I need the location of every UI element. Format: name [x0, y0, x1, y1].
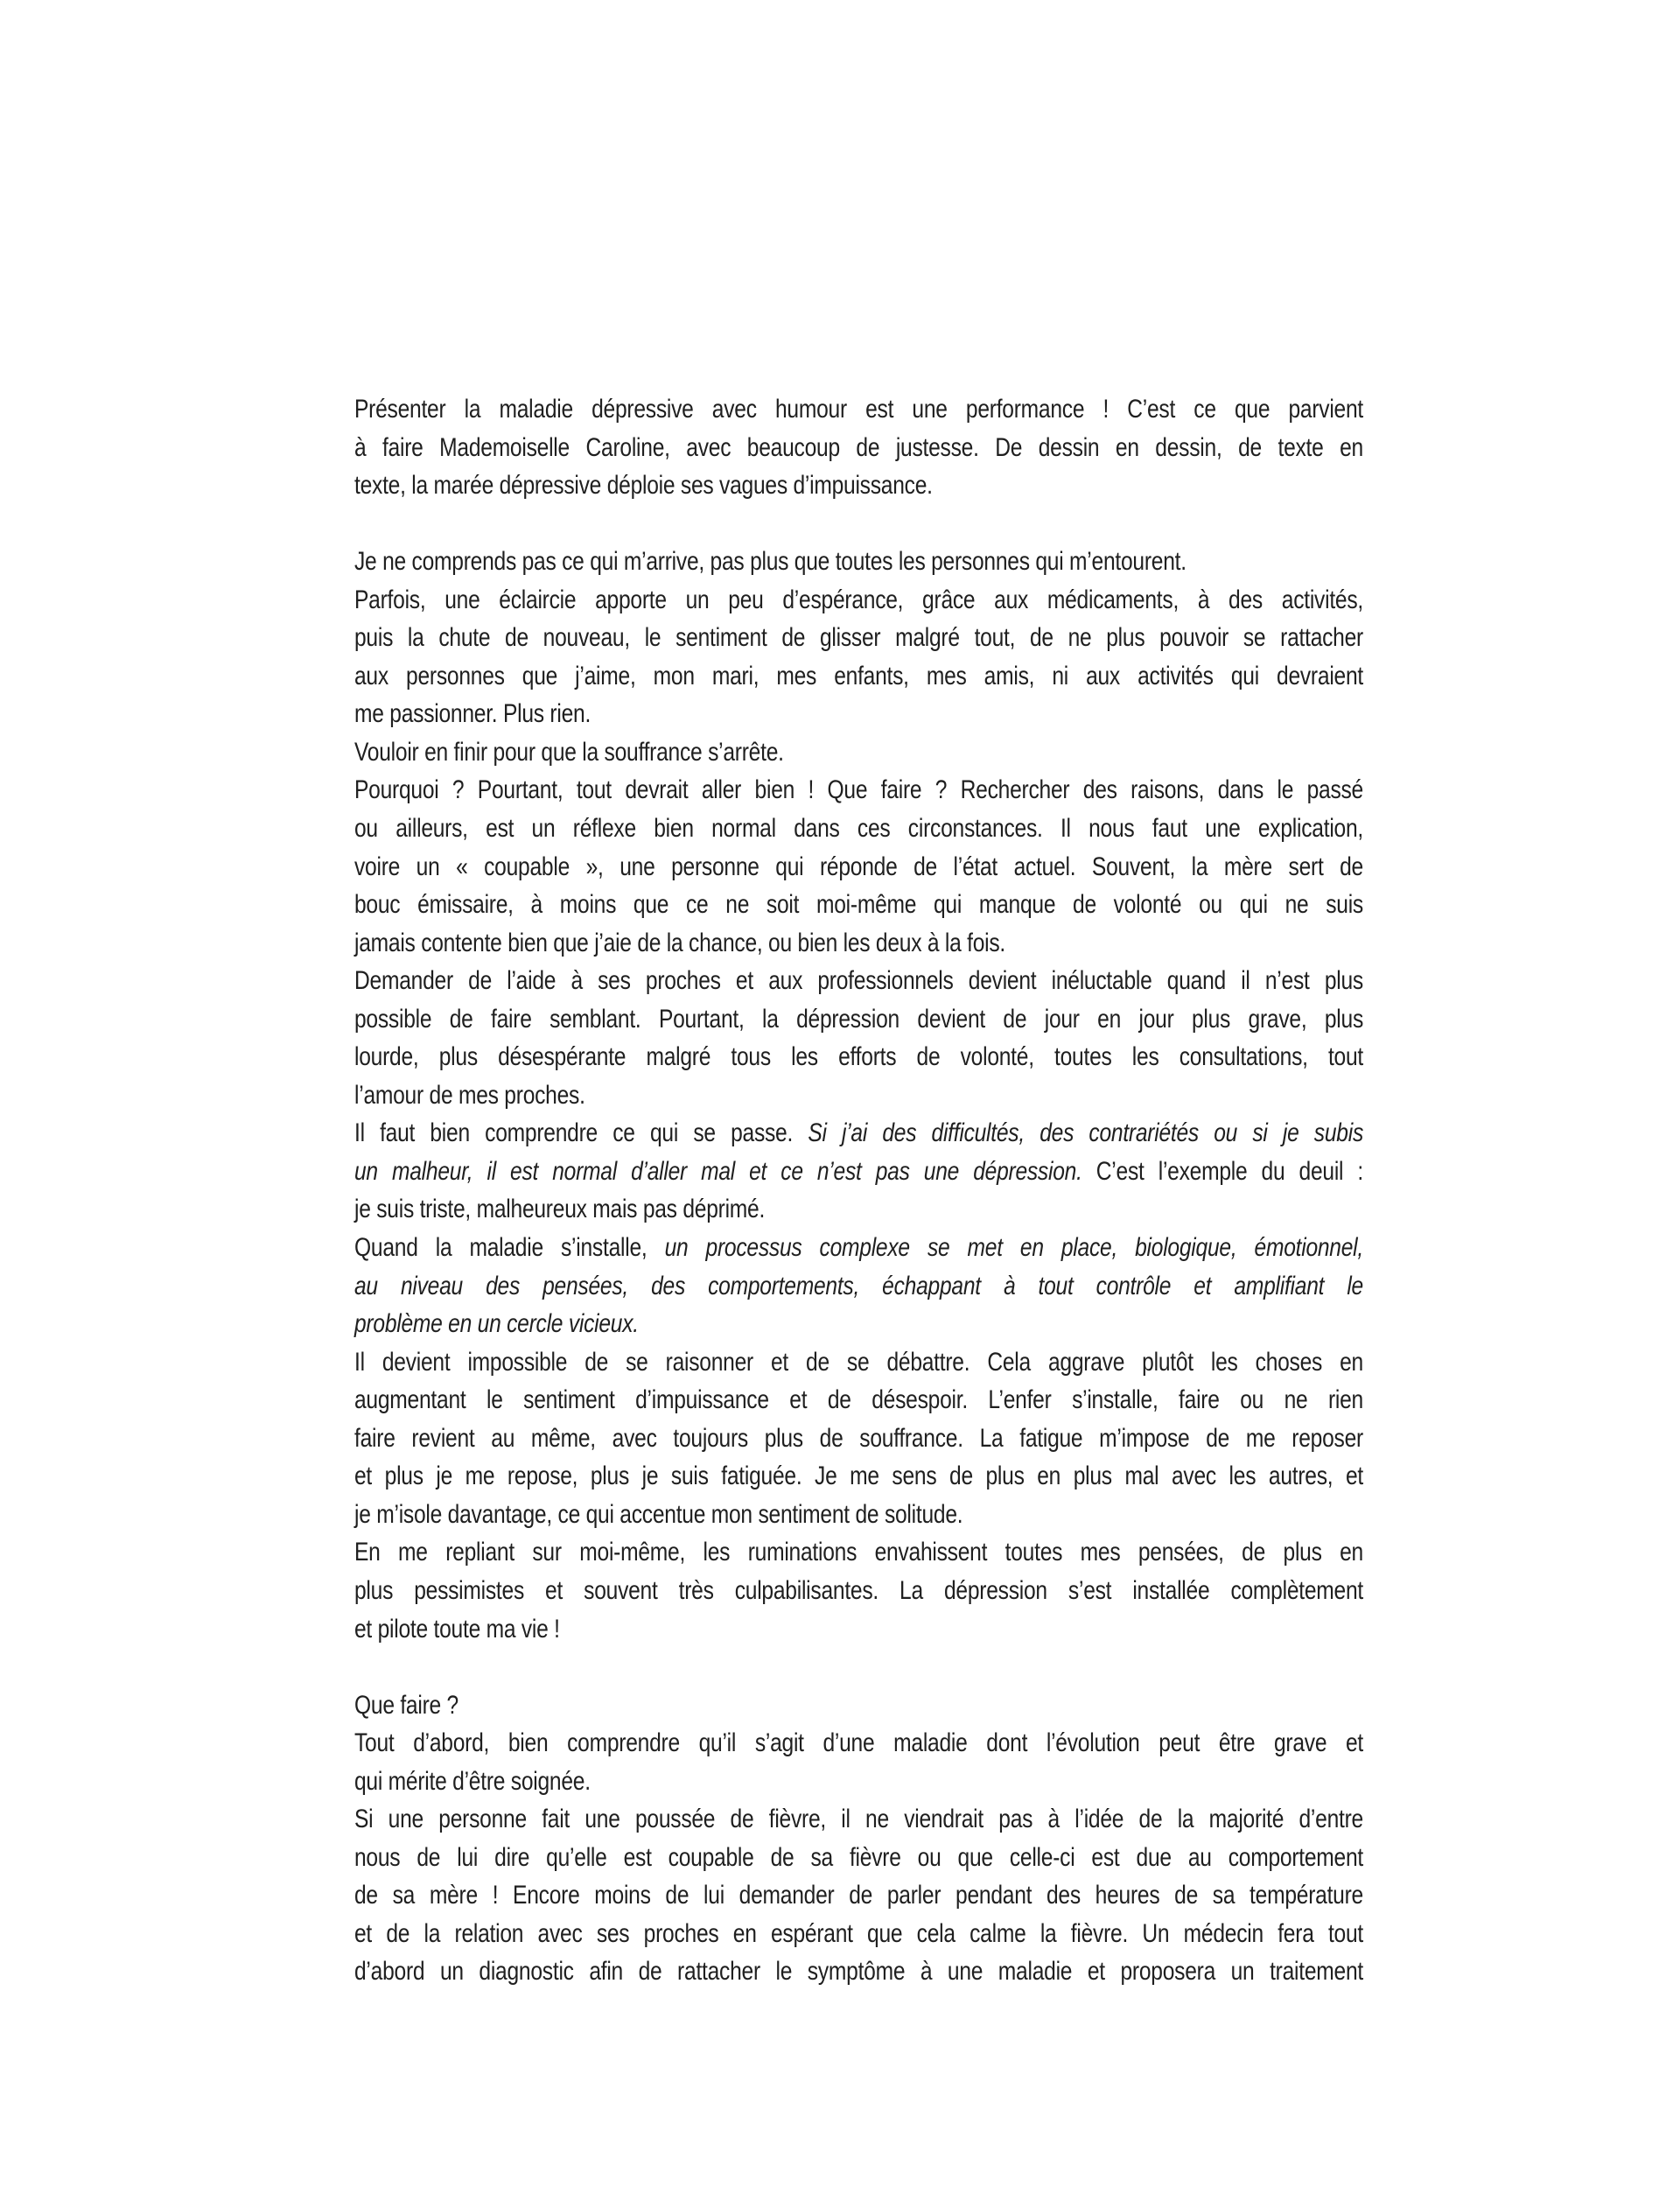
text-line-content: [354, 1915, 1363, 1953]
text-run: Que faire ?: [354, 1690, 459, 1720]
text-line: [354, 1114, 1363, 1153]
text-line: [354, 1800, 1363, 1839]
text-line-content: [354, 1381, 1363, 1419]
text-line: [354, 1496, 1363, 1534]
text-line: [354, 466, 1363, 505]
text-line-content: [354, 1076, 585, 1115]
text-line-content: [354, 886, 1363, 924]
text-line-content: [354, 1000, 1363, 1039]
text-line: [354, 1610, 1363, 1649]
text-run: Parfois, une éclaircie apporte un peu d’espérance, grâce aux médicaments, à des activités,: [354, 585, 1363, 614]
text-run: et plus je me repose, plus je suis fatiguée. Je me sens de plus en plus mal avec les autres, et: [354, 1461, 1363, 1491]
paragraph: [354, 1686, 1363, 1991]
text-run: Tout d’abord, bien comprendre qu’il s’agit d’une maladie dont l’évolution peut être grave et: [354, 1728, 1363, 1758]
text-line-content: [354, 1153, 1363, 1191]
text-run: jamais contente bien que j’aie de la chance, ou bien les deux à la fois.: [354, 928, 1006, 957]
text-run: et de la relation avec ses proches en espérant que cela calme la fièvre. Un médecin fera tout: [354, 1918, 1363, 1948]
text-line-content: [354, 1190, 765, 1229]
text-line: [354, 1153, 1363, 1191]
text-line: [354, 1267, 1363, 1306]
text-line: [354, 1076, 1363, 1115]
body-text: [354, 390, 1363, 1991]
text-line-content: [354, 1686, 458, 1725]
text-run: ou ailleurs, est un réflexe bien normal dans ces circonstances. Il nous faut une explication,: [354, 814, 1363, 844]
paragraph: [354, 390, 1363, 505]
text-line: [354, 429, 1363, 467]
text-run: Je ne comprends pas ce qui m’arrive, pas plus que toutes les personnes qui m’entourent.: [354, 547, 1186, 577]
text-run: faire revient au même, avec toujours plus de souffrance. La fatigue m’impose de me reposer: [354, 1423, 1363, 1453]
text-run: Il faut bien comprendre ce qui se passe.: [354, 1118, 808, 1148]
text-run: possible de faire semblant. Pourtant, la dépression devient de jour en jour plus grave, plus: [354, 1004, 1363, 1034]
text-run: C’est l’exemple du deuil :: [1082, 1156, 1363, 1186]
text-line: [354, 581, 1363, 620]
text-line-content: [354, 1496, 962, 1534]
text-line-content: [354, 771, 1363, 810]
text-line: [354, 543, 1363, 581]
text-line-content: [354, 1876, 1363, 1915]
text-line: [354, 1572, 1363, 1610]
text-run: de sa mère ! Encore moins de lui demander de parler pendant des heures de sa température: [354, 1881, 1363, 1910]
text-line: [354, 1876, 1363, 1915]
text-line-content: [354, 1419, 1363, 1458]
text-line-content: [354, 1572, 1363, 1610]
text-line-content: [354, 695, 591, 733]
text-run: puis la chute de nouveau, le sentiment de glisser malgré tout, de ne plus pouvoir se rattacher: [354, 623, 1363, 653]
text-run: qui mérite d’être soignée.: [354, 1766, 591, 1796]
text-run: Si une personne fait une poussée de fièvre, il ne viendrait pas à l’idée de la majorité d’entre: [354, 1805, 1363, 1834]
text-line-content: [354, 848, 1363, 887]
text-line: [354, 924, 1363, 963]
text-run: et pilote toute ma vie !: [354, 1614, 560, 1644]
text-line: [354, 695, 1363, 733]
text-line: [354, 886, 1363, 924]
text-line: [354, 1457, 1363, 1496]
text-line-content: [354, 1800, 1363, 1839]
text-line: [354, 1419, 1363, 1458]
text-run: En me repliant sur moi-même, les ruminations envahissent toutes mes pensées, de plus en: [354, 1538, 1363, 1567]
text-line: [354, 1038, 1363, 1076]
text-line-content: [354, 962, 1363, 1000]
text-line-content: [354, 1229, 1363, 1267]
paragraph-gap: [354, 505, 1363, 543]
paragraph: [354, 543, 1363, 1648]
text-run: augmentant le sentiment d’impuissance et de désespoir. L’enfer s’installe, faire ou ne rien: [354, 1385, 1363, 1415]
text-line: [354, 1952, 1363, 1991]
text-line-content: [354, 1305, 639, 1343]
text-line-content: [354, 657, 1363, 696]
text-line-content: [354, 733, 784, 772]
text-run: je suis triste, malheureux mais pas déprimé.: [354, 1195, 766, 1224]
text-run: Vouloir en finir pour que la souffrance s’arrête.: [354, 737, 784, 767]
text-run: à faire Mademoiselle Caroline, avec beaucoup de justesse. De dessin en dessin, de texte en: [354, 432, 1363, 462]
text-run: voire un « coupable », une personne qui réponde de l’état actuel. Souvent, la mère sert de: [354, 852, 1363, 881]
text-line: [354, 1343, 1363, 1382]
italic-text: Si j’ai des difficultés, des contrariétés ou si je subis: [808, 1118, 1364, 1148]
text-line-content: [354, 1457, 1363, 1496]
text-line: [354, 1915, 1363, 1953]
text-run: texte, la marée dépressive déploie ses vagues d’impuissance.: [354, 471, 933, 501]
text-run: Présenter la maladie dépressive avec humour est une performance ! C’est ce que parvient: [354, 395, 1363, 424]
text-line: [354, 1305, 1363, 1343]
text-line-content: [354, 1610, 560, 1649]
italic-text: problème en un cercle vicieux.: [354, 1309, 639, 1339]
text-line: [354, 848, 1363, 887]
text-line-content: [354, 1533, 1363, 1572]
text-line: [354, 1686, 1363, 1725]
text-line: [354, 771, 1363, 810]
text-run: lourde, plus désespérante malgré tous les efforts de volonté, toutes les consultations, tout: [354, 1042, 1363, 1072]
text-run: Pourquoi ? Pourtant, tout devrait aller bien ! Que faire ? Rechercher des raisons, dans le passé: [354, 775, 1363, 805]
text-line-content: [354, 1839, 1363, 1877]
text-line-content: [354, 1114, 1363, 1153]
text-line: [354, 1839, 1363, 1877]
text-line-content: [354, 810, 1363, 848]
text-line: [354, 1533, 1363, 1572]
text-line-content: [354, 581, 1363, 620]
italic-text: un malheur, il est normal d’aller mal et ce n’est pas une dépression.: [354, 1156, 1082, 1186]
text-run: l’amour de mes proches.: [354, 1080, 585, 1110]
text-line: [354, 1229, 1363, 1267]
text-run: me passionner. Plus rien.: [354, 699, 592, 729]
text-run: je m’isole davantage, ce qui accentue mon sentiment de solitude.: [354, 1499, 963, 1529]
text-line-content: [354, 924, 1005, 963]
text-line-content: [354, 1763, 591, 1801]
text-line-content: [354, 543, 1186, 581]
text-line: [354, 962, 1363, 1000]
text-line: [354, 657, 1363, 696]
text-line-content: [354, 390, 1363, 429]
text-line-content: [354, 466, 933, 505]
text-line-content: [354, 1952, 1363, 1991]
text-run: bouc émissaire, à moins que ce ne soit moi-même qui manque de volonté ou qui ne suis: [354, 890, 1363, 920]
italic-text: un processus complexe se met en place, biologique, émotionnel,: [664, 1233, 1363, 1263]
text-run: Demander de l’aide à ses proches et aux professionnels devient inéluctable quand il n’est plus: [354, 966, 1363, 996]
text-run: aux personnes que j’aime, mon mari, mes enfants, mes amis, ni aux activités qui devraient: [354, 661, 1363, 690]
text-line: [354, 1381, 1363, 1419]
text-line: [354, 1724, 1363, 1763]
text-line: [354, 810, 1363, 848]
text-line-content: [354, 619, 1363, 657]
text-line-content: [354, 1724, 1363, 1763]
text-line: [354, 1000, 1363, 1039]
text-run: Il devient impossible de se raisonner et de se débattre. Cela aggrave plutôt les choses en: [354, 1347, 1363, 1377]
text-line-content: [354, 1267, 1363, 1306]
text-line-content: [354, 1343, 1363, 1382]
text-line: [354, 390, 1363, 429]
text-line: [354, 1190, 1363, 1229]
text-line-content: [354, 1038, 1363, 1076]
text-run: d’abord un diagnostic afin de rattacher le symptôme à une maladie et proposera un traitement: [354, 1957, 1363, 1987]
text-line: [354, 1763, 1363, 1801]
text-run: nous de lui dire qu’elle est coupable de sa fièvre ou que celle-ci est due au comportement: [354, 1842, 1363, 1872]
text-line: [354, 619, 1363, 657]
italic-text: au niveau des pensées, des comportements, échappant à tout contrôle et amplifiant le: [354, 1271, 1363, 1300]
text-line-content: [354, 429, 1363, 467]
text-run: Quand la maladie s’installe,: [354, 1233, 665, 1263]
paragraph-gap: [354, 1648, 1363, 1686]
text-run: plus pessimistes et souvent très culpabilisantes. La dépression s’est installée complètement: [354, 1575, 1363, 1605]
text-line: [354, 733, 1363, 772]
